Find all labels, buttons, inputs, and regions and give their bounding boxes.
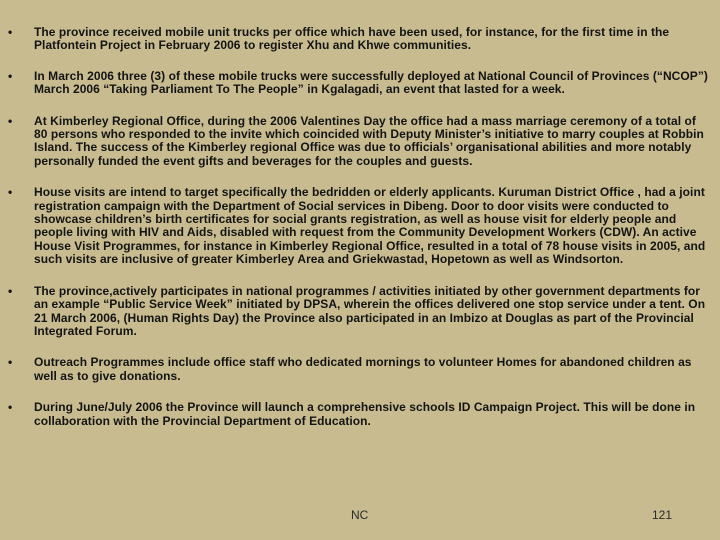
bullet-text: The province received mobile unit trucks per office which have been used, for instance, for the first time in the Platfontein Project in February 2006 to register Xhu and Khwe communities. (34, 25, 670, 53)
list-item (8, 401, 708, 428)
bullet-text: At Kimberley Regional Office, during the 2006 Valentines Day the office had a mass marriage ceremony of a total of 80 persons who responded to the invite which coincided with Deputy Minister’s initiative to marry couples at Robbin Island. The success of the Kimberley regional Office was due to officials’ organisational abilities and more notably personally funded the event gifts and beverages for the couples and guests. (34, 113, 704, 168)
list-item (8, 186, 708, 266)
bullet-text: Outreach Programmes include office staff who dedicated mornings to volunteer Homes for abandoned children as well as to give donations. (34, 355, 692, 383)
bullet-list (8, 26, 708, 428)
list-item (8, 285, 708, 339)
bullet-icon: • (8, 113, 13, 128)
list-item (8, 356, 708, 383)
bullet-icon: • (8, 68, 13, 83)
page-number: 121 (652, 508, 673, 522)
bullet-icon: • (8, 355, 13, 370)
footer-label: NC (351, 508, 369, 522)
bullet-icon: • (8, 185, 13, 200)
bullet-text: House visits are intend to target specifically the bedridden or elderly applicants. Kuruman District Office , had a joint registration campaign with the Department of Social services in Dibeng. Door to door visits were conducted to showcase children’s birth certificates for social grants registration, as well as house visit for elderly people and people living with HIV and Aids, disabled with request from the Community Development Workers (CDW). An active House Visit Programmes, for instance in Kimberley Regional Office, resulted in a total of 78 house visits in 2005, and such visits are inclusive of greater Kimberley Area and Griekwastad, Hopetown as well as Windsorton. (34, 185, 706, 267)
bullet-text: In March 2006 three (3) of these mobile trucks were successfully deployed at National Council of Provinces (“NCOP”) March 2006 “Taking Parliament To The People” in Kgalagadi, an event that lasted for a week. (34, 68, 708, 97)
bullet-icon: • (8, 283, 13, 298)
bullet-icon: • (8, 25, 13, 39)
list-item (8, 115, 708, 169)
list-item (8, 26, 708, 53)
list-item (8, 70, 708, 97)
bullet-icon: • (8, 400, 13, 415)
bullet-text: During June/July 2006 the Province will launch a comprehensive schools ID Campaign Project. This will be done in collaboration with the Provincial Department of Education. (34, 400, 696, 428)
bullet-text: The province,actively participates in national programmes / activities initiated by other government departments for an example “Public Service Week” initiated by DPSA, wherein the offices delivered one stop service under a tent. On 21 March 2006, (Human Rights Day) the Province also participated in an Imbizo at Douglas as part of the Provincial Integrated Forum. (34, 283, 706, 338)
